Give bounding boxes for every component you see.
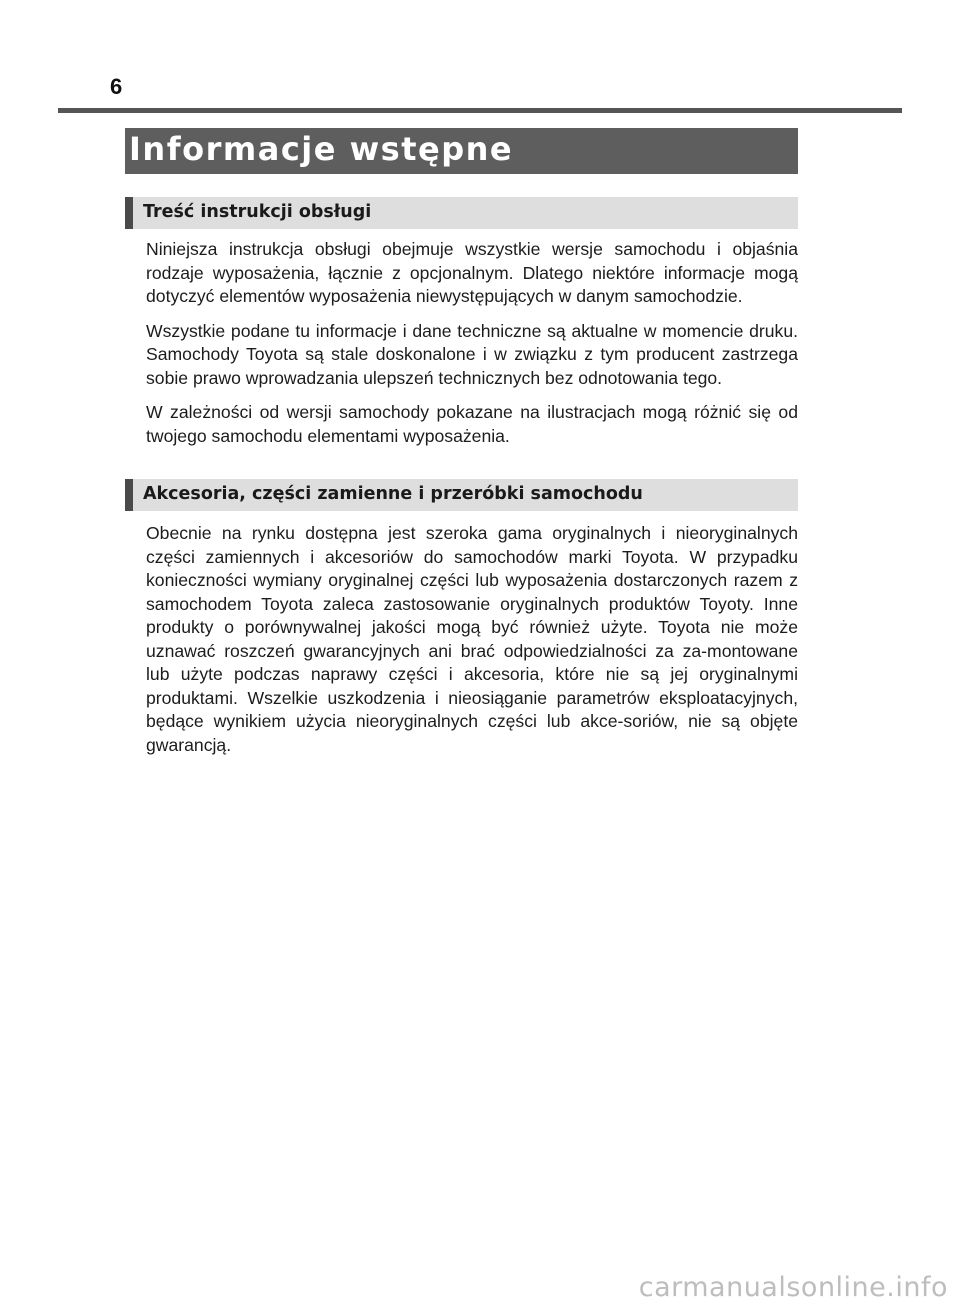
paragraph: Wszystkie podane tu informacje i dane techniczne są aktualne w momencie druku. Samochody Toyota są stale doskonalone i w związku z tym producent zastrzega sobie prawo wprowadzania ulepszeń technicznych bez odnotowania tego. xyxy=(146,320,798,388)
header-rule xyxy=(58,108,902,113)
section-accent xyxy=(125,479,133,511)
section-header-contents xyxy=(125,197,798,229)
page-number: 6 xyxy=(110,74,123,99)
section-title: Akcesoria, części zamienne i przeróbki samochodu xyxy=(143,484,643,504)
paragraph: W zależności od wersji samochody pokazane na ilustracjach mogą różnić się od twojego samochodu elementami wyposażenia. xyxy=(146,402,798,446)
main-heading: Informacje wstępne xyxy=(129,130,514,168)
section-body-contents xyxy=(146,238,798,459)
main-heading-bar xyxy=(125,128,798,174)
section-title: Treść instrukcji obsługi xyxy=(143,202,372,222)
section-header-accessories xyxy=(125,479,798,511)
section-accent xyxy=(125,197,133,229)
section-body-accessories xyxy=(146,522,798,768)
paragraph: Niniejsza instrukcja obsługi obejmuje wszystkie wersje samochodu i objaśnia rodzaje wyposażenia, łącznie z opcjonalnym. Dlatego niektóre informacje mogą dotyczyć elementów wyposażenia niewystępujących w danym samochodzie. xyxy=(146,239,798,306)
paragraph: Obecnie na rynku dostępna jest szeroka gama oryginalnych i nieoryginalnych części zamiennych i akcesoriów do samochodów marki Toyota. W przypadku konieczności wymiany oryginalnej części lub wyposażenia dostarczonych razem z samochodem Toyota zaleca zastosowanie oryginalnych produktów Toyoty. Inne produkty o porównywalnej jakości mogą być również użyte. Toyota nie może uznawać roszczeń gwarancyjnych ani brać odpowiedzialności za za-montowane lub użyte podczas naprawy części i akcesoria, które nie są jej oryginalnymi produktami. Wszelkie uszkodzenia i nieosiąganie parametrów eksploatacyjnych, będące wynikiem użycia nieoryginalnych części lub akce-soriów, nie są objęte gwarancją. xyxy=(146,523,798,755)
watermark: carmanualsonline.info xyxy=(638,1272,948,1303)
